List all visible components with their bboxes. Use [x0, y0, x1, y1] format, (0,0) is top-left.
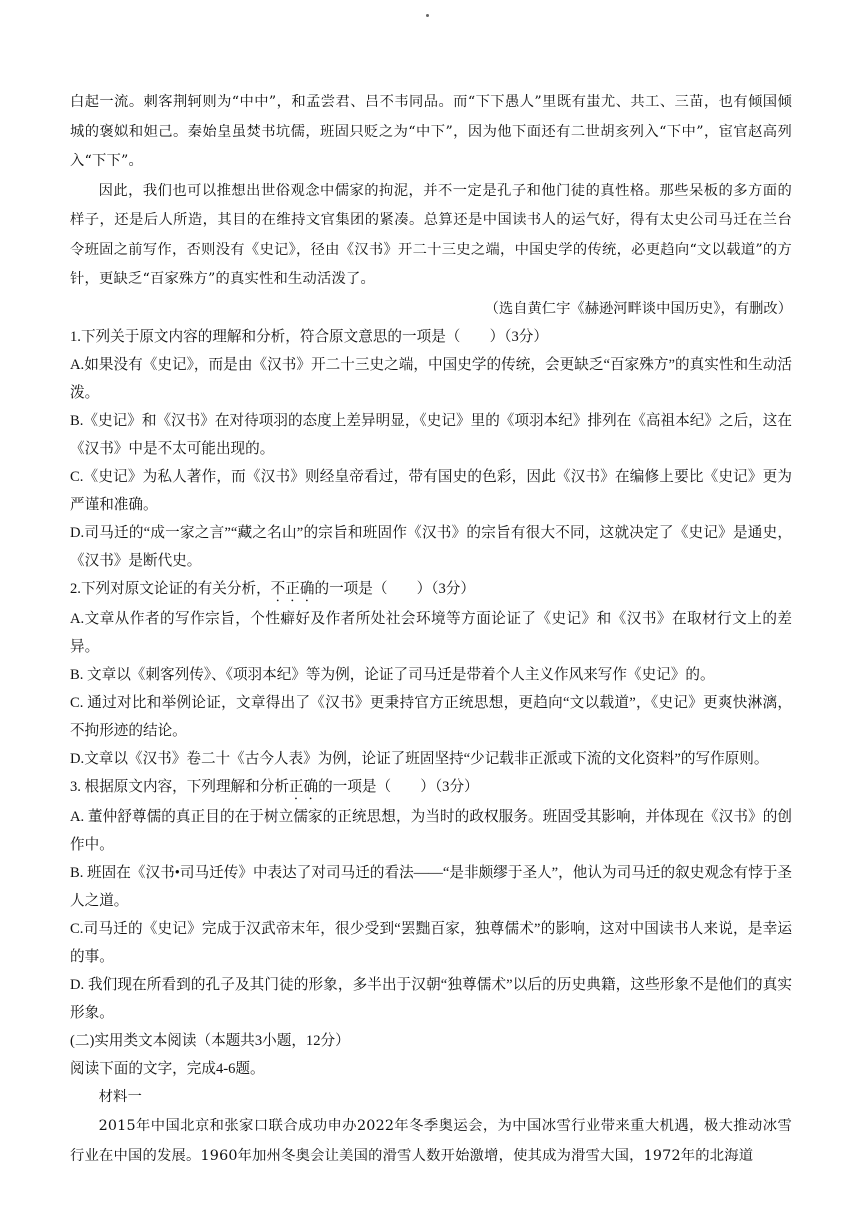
- question-2-option-c: C. 通过对比和举例论证，文章得出了《汉书》更秉持官方正统思想，更趋向“文以载道”，《史记》更爽快淋漓，不拘形迹的结论。: [70, 694, 792, 739]
- question-3-option-c: C.司马迁的《史记》完成于汉武帝末年，很少受到“罢黜百家，独尊儒术”的影响，这对中国读书人来说，是幸运的事。: [70, 920, 792, 965]
- question-3-stem-post: 的一项是（ ）（3分）: [318, 778, 479, 795]
- question-1: [70, 323, 792, 575]
- question-2-option-a: A.文章从作者的写作宗旨，个性癖好及作者所处社会环境等方面论证了《史记》和《汉书》在取材行文上的差异。: [70, 610, 792, 655]
- question-3-stem-pre: 3. 根据原文内容，下列理解和分析: [70, 778, 289, 795]
- question-1-stem: 1.下列关于原文内容的理解和分析，符合原文意思的一项是（ ）（3分）: [70, 328, 548, 345]
- question-3-option-b: B. 班固在《汉书•司马迁传》中表达了对司马迁的看法——“是非颇缪于圣人”，他认为司马迁的叙史观念有悖于圣人之道。: [70, 864, 792, 909]
- question-1-option-c: C.《史记》为私人著作，而《汉书》则经皇帝看过，带有国史的色彩，因此《汉书》在编修上要比《史记》更为严谨和准确。: [70, 468, 792, 513]
- material-1-text: 2015年中国北京和张家口联合成功申办2022年冬季奥运会，为中国冰雪行业带来重大机遇，极大推动冰雪行业在中国的发展。1960年加州冬奥会让美国的滑雪人数开始激增，使其成为滑雪大国，1972年的北海道: [70, 1118, 792, 1164]
- question-2-option-b: B. 文章以《刺客列传》、《项羽本纪》等为例，论证了司马迁是带着个人主义作风来写作《史记》的。: [70, 666, 715, 683]
- question-3-option-a: A. 董仲舒尊儒的真正目的在于树立儒家的正统思想，为当时的政权服务。班固受其影响，并体现在《汉书》的创作中。: [70, 808, 792, 853]
- page-top-mark: [426, 14, 429, 17]
- question-3: [70, 773, 792, 1027]
- question-3-option-d: D. 我们现在所看到的孔子及其门徒的形象，多半出于汉朝“独尊儒术”以后的历史典籍，这些形象不是他们的真实形象。: [70, 976, 792, 1021]
- question-3-stem: [70, 773, 792, 803]
- passage-paragraph-1: 白起一流。刺客荆轲则为“中中”，和孟尝君、吕不韦同品。而“下下愚人”里既有蚩尤、共工、三苗，也有倾国倾城的褒姒和妲己。秦始皇虽焚书坑儒，班固只贬之为“中下”，因为他下面还有二世胡亥列入“下中”，宦官赵高列入“下下”。: [70, 94, 792, 169]
- question-2: [70, 575, 792, 773]
- question-2-stem-post: 的一项是（ ）（3分）: [314, 580, 475, 597]
- question-1-option-a: A.如果没有《史记》，而是由《汉书》开二十三史之端，中国史学的传统，会更缺乏“百家殊方”的真实性和生动活泼。: [70, 356, 792, 401]
- material-1-label: 材料一: [98, 1088, 143, 1105]
- question-3-stem-emphasis: 正确: [288, 778, 319, 795]
- exam-page: [70, 88, 792, 1171]
- question-2-stem: [70, 575, 792, 605]
- section-2-heading: (二)实用类文本阅读（本题共3小题，12分）: [70, 1032, 350, 1049]
- passage-source: （选自黄仁宇《赫逊河畔谈中国历史》，有删改）: [484, 300, 792, 317]
- section-2: [70, 1027, 792, 1172]
- passage-paragraph-2: 因此，我们也可以推想出世俗观念中儒家的拘泥，并不一定是孔子和他门徒的真性格。那些呆板的多方面的样子，还是后人所造，其目的在维持文官集团的紧凑。总算还是中国读书人的运气好，得有太史公司马迁在兰台令班固之前写作，否则没有《史记》，径由《汉书》开二十三史之端，中国史学的传统，必更趋向“文以载道”的方针，更缺乏“百家殊方”的真实性和生动活泼了。: [70, 182, 792, 287]
- question-1-option-b: B.《史记》和《汉书》在对待项羽的态度上差异明显，《史记》里的《项羽本纪》排列在《高祖本纪》之后，这在《汉书》中是不太可能出现的。: [70, 412, 792, 457]
- question-2-stem-pre: 2.下列对原文论证的有关分析，: [70, 580, 271, 597]
- question-2-option-d: D.文章以《汉书》卷二十《古今人表》为例，论证了班固坚持“少记载非正派或下流的文化资料”的写作原则。: [70, 750, 769, 767]
- question-2-stem-emphasis: 不正确: [270, 580, 315, 597]
- section-2-instruction: 阅读下面的文字，完成4-6题。: [70, 1060, 265, 1077]
- question-1-option-d: D.司马迁的“成一家之言”“藏之名山”的宗旨和班固作《汉书》的宗旨有很大不同，这就决定了《史记》是通史，《汉书》是断代史。: [70, 524, 792, 569]
